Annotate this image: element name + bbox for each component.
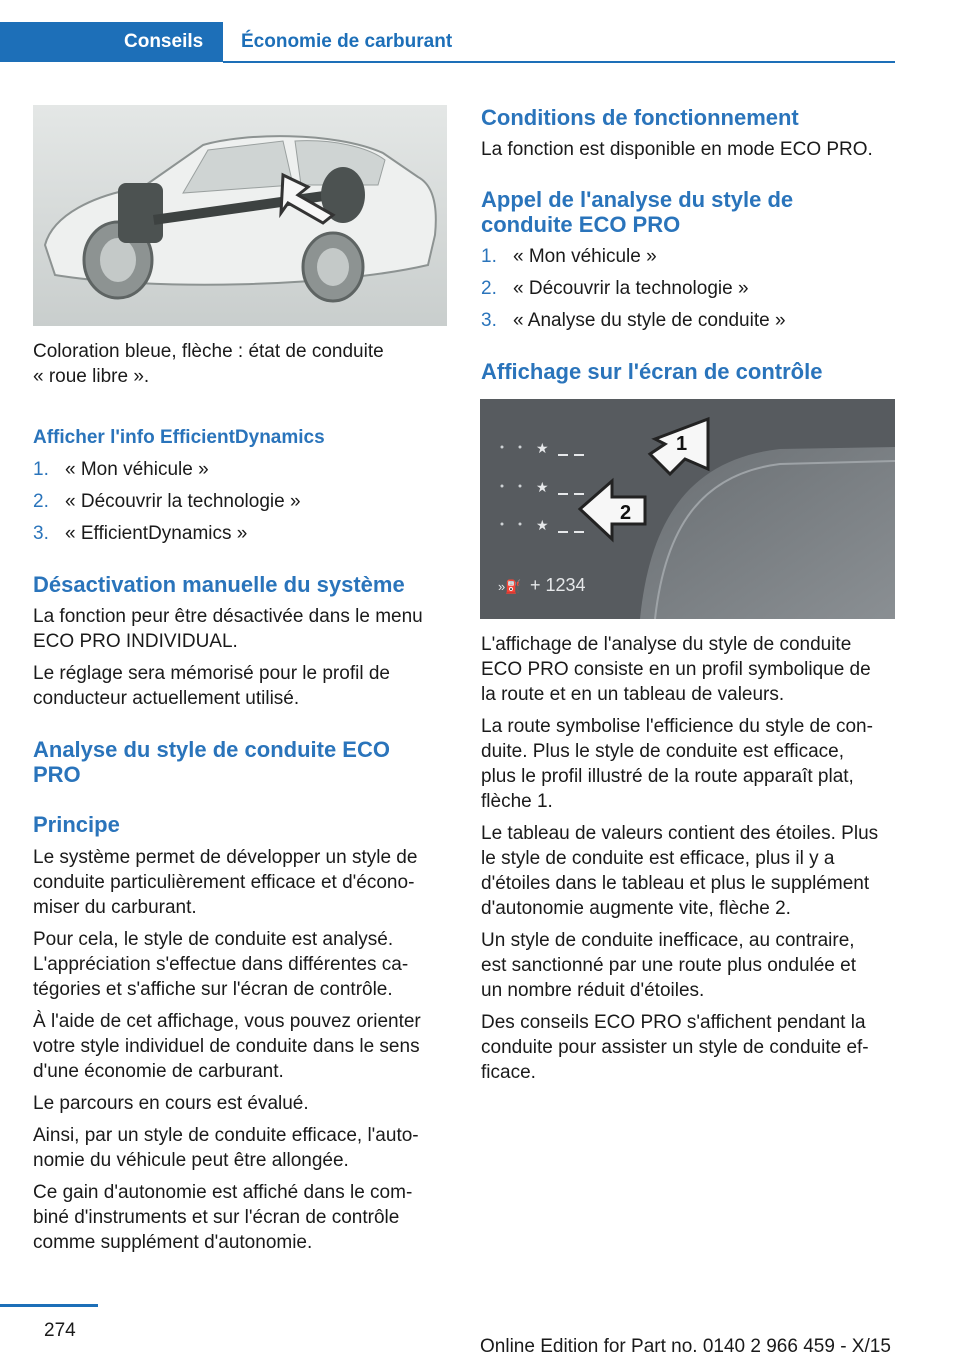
list-text: « EfficientDynamics » [65, 523, 248, 544]
paragraph-line: nomie du véhicule peut être allongée. [33, 1150, 349, 1171]
paragraph-line: ECO PRO INDIVIDUAL. [33, 631, 238, 652]
paragraph-line: La fonction peur être désactivée dans le menu [33, 606, 423, 627]
list-number: 3. [481, 310, 497, 331]
footer-rule [0, 1304, 98, 1307]
list-item [33, 521, 247, 546]
paragraph-line: un nombre réduit d'étoiles. [481, 980, 705, 1001]
paragraph-line: conduite pour assister un style de conduite ef‐ [481, 1037, 869, 1058]
paragraph-line: duite. Plus le style de conduite est efficace, [481, 741, 844, 762]
paragraph-line: L'affichage de l'analyse du style de conduite [481, 634, 852, 655]
list-item [481, 276, 749, 301]
heading-analyse-line-1: Analyse du style de conduite ECO [33, 737, 390, 762]
paragraph-line: Le réglage sera mémorisé pour le profil de [33, 663, 390, 684]
paragraph-line: miser du carburant. [33, 897, 197, 918]
header-section-title: Économie de carburant [241, 31, 453, 52]
paragraph-line: À l'aide de cet affichage, vous pouvez orienter [33, 1011, 421, 1032]
paragraph-line: la route et en un tableau de valeurs. [481, 684, 785, 705]
header-rule [223, 61, 895, 63]
heading-affichage: Affichage sur l'écran de contrôle [481, 359, 823, 384]
paragraph-line: Ce gain d'autonomie est affiché dans le com‐ [33, 1182, 413, 1203]
list-item [33, 457, 209, 482]
arrow-label-1: 1 [676, 433, 688, 455]
heading-analyse-line-2: PRO [33, 762, 81, 787]
paragraph-line: flèche 1. [481, 791, 553, 812]
control-screen-drawing [480, 399, 895, 619]
heading-afficher-info: Afficher l'info EfficientDynamics [33, 427, 325, 448]
paragraph-line: plus le profil illustré de la route apparaît plat, [481, 766, 854, 787]
list-item [33, 489, 301, 514]
paragraph-line: Pour cela, le style de conduite est analysé. [33, 929, 394, 950]
caption-line-1: Coloration bleue, flèche : état de conduite [33, 341, 384, 362]
caption-line-2: « roue libre ». [33, 366, 150, 387]
list-text: « Découvrir la technologie » [65, 491, 301, 512]
paragraph-line: L'appréciation s'effectue dans différentes ca‐ [33, 954, 409, 975]
list-text: « Mon véhicule » [65, 459, 209, 480]
list-item [481, 244, 657, 269]
paragraph-line: d'autonomie augmente vite, flèche 2. [481, 898, 791, 919]
paragraph-line: biné d'instruments et sur l'écran de contrôle [33, 1207, 400, 1228]
heading-conditions: Conditions de fonctionnement [481, 105, 799, 130]
car-drawing [33, 105, 447, 326]
list-number: 1. [33, 459, 49, 480]
paragraph-line: d'une économie de carburant. [33, 1061, 284, 1082]
paragraph-line: votre style individuel de conduite dans le sens [33, 1036, 420, 1057]
heading-principe: Principe [33, 812, 120, 837]
list-number: 2. [33, 491, 49, 512]
list-number: 3. [33, 523, 49, 544]
heading-appel-line-2: conduite ECO PRO [481, 212, 681, 237]
heading-desactivation: Désactivation manuelle du système [33, 572, 405, 597]
heading-appel-line-1: Appel de l'analyse du style de [481, 187, 794, 212]
page-number: 274 [44, 1320, 76, 1341]
paragraph-line: comme supplément d'autonomie. [33, 1232, 313, 1253]
arrow-label-2: 2 [620, 502, 632, 524]
paragraph-line: ECO PRO consiste en un profil symbolique de [481, 659, 871, 680]
range-readout: + 1234 [530, 575, 586, 595]
paragraph-line: d'étoiles dans le tableau et plus le supplément [481, 873, 870, 894]
list-text: « Analyse du style de conduite » [513, 310, 786, 331]
paragraph-line: Ainsi, par un style de conduite efficace, l'auto‐ [33, 1125, 419, 1146]
paragraph-line: La route symbolise l'efficience du style de con‐ [481, 716, 873, 737]
header-tab: Conseils [0, 22, 223, 62]
star-icon: ★ [536, 441, 549, 457]
paragraph-line: Le système permet de développer un style de [33, 847, 418, 868]
paragraph-line: conduite particulièrement efficace et d'écono‐ [33, 872, 415, 893]
list-number: 1. [481, 246, 497, 267]
paragraph-line: Le tableau de valeurs contient des étoiles. Plus [481, 823, 879, 844]
list-item [481, 308, 786, 333]
paragraph-line: conducteur actuellement utilisé. [33, 688, 300, 709]
fuel-icon: »⛽ [498, 579, 522, 594]
paragraph-line: ficace. [481, 1062, 536, 1083]
paragraph-line: tégories et s'affiche sur l'écran de contrôle. [33, 979, 393, 1000]
paragraph-line: Le parcours en cours est évalué. [33, 1093, 309, 1114]
footer-edition: Online Edition for Part no. 0140 2 966 459 - X/15 [480, 1336, 891, 1357]
list-text: « Mon véhicule » [513, 246, 657, 267]
paragraph-line: est sanctionné par une route plus ondulée et [481, 955, 856, 976]
list-text: « Découvrir la technologie » [513, 278, 749, 299]
star-icon: ★ [536, 518, 549, 534]
paragraph-line: Un style de conduite inefficace, au contraire, [481, 930, 855, 951]
paragraph-line: le style de conduite est efficace, plus il y a [481, 848, 835, 869]
car-illustration [33, 105, 447, 326]
paragraph-line: La fonction est disponible en mode ECO PRO. [481, 139, 873, 160]
star-icon: ★ [536, 480, 549, 496]
list-number: 2. [481, 278, 497, 299]
paragraph-line: Des conseils ECO PRO s'affichent pendant la [481, 1012, 866, 1033]
control-screen-illustration [480, 399, 895, 619]
